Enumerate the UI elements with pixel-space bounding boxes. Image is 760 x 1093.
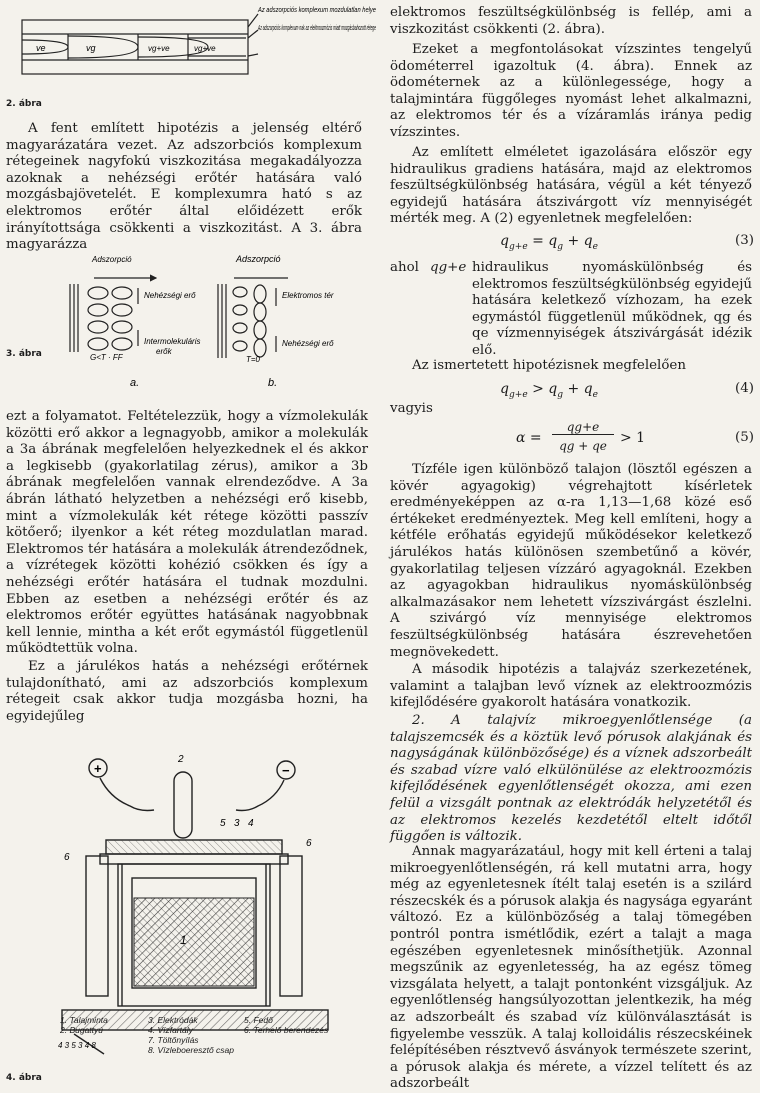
fig2-cell-2: vg — [86, 43, 96, 53]
fig2-cell-1: ve — [36, 43, 46, 53]
fig4-minus: − — [282, 763, 290, 778]
equation-3 — [380, 233, 758, 253]
equation-3-number: (3) — [735, 233, 754, 248]
fig4-legend-8: 6. Terhelő berendezés — [244, 1025, 329, 1035]
fig4-caption: 4. ábra — [6, 1073, 42, 1083]
fig3-b-electric: Elektromos tér — [282, 291, 334, 300]
left-paragraph-2: ezt a folyamatot. Feltételezzük, hogy a vízmolekulák közötti erő akkor a legnagyobb, amikor a molekulák a 3a ábrának megfelelően helyezkednek el és akkor a legkisebb (gyakorlatilag zérus), amikor a 3b ábrának megfelelően vannak elrendeződve. A 3a ábrán látható helyzetben a nehézségi erő kisebb, mint a vízmolekulák két rétege közötti passzív kötőerő; ilyenkor a két réteg mozdulatlan marad. Elektromos tér hatására a molekulák átrendeződnek, a vízrétegek közötti kohézió csökken és így a nehézségi erőtér hatására el tudnak mozdulni. Ebben az esetben a nehézségi erőtér és az elektromos erőtér együttes hatásának nagyobbnak kell lennie, mintha a két erőt egymástól függetlenül működtettük volna. — [6, 409, 368, 657]
fig3-a-cond: G<T · FF — [90, 353, 123, 362]
right-paragraph-1: Ezeket a megfontolásokat vízszintes tengelyű ödométerrel igazoltuk (4. ábra). Ennek az ödométernek az a különlegessége, hogy a talajmintára függőleges nyomást lehet alkalmazni, az elektromos tér és a vízáramlás iránya pedig vízszintes. — [390, 42, 752, 140]
fig4-plus: + — [94, 761, 102, 776]
fig4-legend-6: 8. Vízleboeresztő csap — [148, 1045, 234, 1055]
right-paragraph-5: A második hipotézis a talajváz szerkezetének, valamint a talajban levő víznek az elektroozmózis kifejlődésére gyakorolt hatására vonatkozik. — [390, 662, 752, 711]
figure-3 — [6, 248, 376, 393]
equation-5-numerator: qg+e — [552, 420, 614, 435]
equation-5 — [380, 420, 758, 460]
fig4-legend-1: 1. Talajminta — [60, 1015, 108, 1025]
fig3-a-gravity: Nehézségi erő — [144, 291, 196, 300]
fig2-cell-3: vg+ve — [148, 44, 170, 53]
right-paragraph-4: Tízféle igen különböző talajon (lösztől egészen a kövér agyagokig) végrehajtott kísérletek eredményeképpen az α-ra 1,13—1,68 közé eső értékeket eredményeztek. Meg kell említeni, hogy a kétféle erőhatás egyidejű működésekor keletkező járulékos hatás különösen szembetűnő a kövér, gyakorlatilag teljesen vízzáró agyagoknál. Ezekben az agyagokban hidraulikus nyomáskülönbség alkalmazásakor nem lehetett vízszivárgást észlelni. A szivárgó víz mennyisége elektromos feszültségkülönbség hatására észrevehetően megnövekedett. — [390, 462, 752, 660]
fig4-legend-5: 7. Töltőnyílás — [148, 1035, 199, 1045]
equation-5-number: (5) — [735, 430, 754, 445]
fig3-b-label: b. — [268, 377, 278, 389]
fig4-num-2: 2 — [178, 754, 184, 765]
fig4-num-1: 1 — [180, 933, 187, 947]
fig2-cell-5: vg+ve — [194, 44, 216, 53]
fig4-legend-4: 4. Vízfartály — [148, 1025, 193, 1035]
fig3-b-gravity: Nehézségi erő — [282, 339, 334, 348]
right-paragraph-0: elektromos feszültségkülönbség is fellép, ami a viszkozitást csökkenti (2. ábra). — [390, 5, 752, 37]
ahol-symbol: qg+e — [430, 260, 467, 275]
fig4-legend-7: 5. Fedő — [244, 1015, 273, 1025]
equation-5-lhs: α = — [516, 430, 542, 446]
equation-5-rhs: > 1 — [620, 430, 646, 446]
equation-4-number: (4) — [735, 381, 754, 396]
left-paragraph-3: Ez a járulékos hatás a nehézségi erőtérnek tulajdonítható, ami az adszorbciós komplexum rétegeit csak akkor tudja mozgásba hozni, ha egyidejűleg — [6, 659, 368, 724]
equation-4 — [380, 381, 758, 401]
fig4-num-6b: 6 — [306, 838, 312, 849]
fig4-num-6a: 6 — [64, 852, 70, 863]
fig2-label-1: Az adszorpciós komplexum mozdulatlan helye — [257, 7, 377, 14]
fig3-a-inter1: Intermolekuláris — [144, 337, 201, 346]
ahol-text: hidraulikus nyomáskülönbség és elektromos feszültségkülönbség egyidejű hatására keletkező vízhozam, ha ezek egymástól függetlenül működnek, qg és qe vízmennyiségek átszivárgását idézik elő. — [472, 260, 752, 358]
vagyis: vagyis — [390, 401, 433, 416]
right-paragraph-7: Annak magyarázatául, hogy mit kell érteni a talaj mikroegyenlőtlenségén, rá kell mutatni arra, hogy még az egyenletesnek ítélt talaj esetén is a szilárd részecskék és a pórusok alakja és nagysága egyaránt változó. Ez a különbözőség a talaj tömegében pontról pontra ismétlődik, ezért a talajt a maga egészében egyenletesnek minősíthetjük. Azonnal megszűnik az egyenletesség, ha az egész tömeg vizsgálata helyett, a talajt pontonként vizsgáljuk. Az egyenlőtlenség hangsúlyozottan jelentkezik, ha még az adszorbeált és szabad víz különválasztását is figyelembe vesszük. A talaj kolloidális részecskéinek felépítésében résztvevő ásványok természete szerint, a pórusok alakja és mérete, a vízzel telített és az adszorbeált — [390, 844, 752, 1092]
fig2-label-2: Az adszorpciós komplexum nak az elektroozmózis miatt mozgásbahozott rétege — [257, 25, 377, 32]
fig4-num-4: 4 — [248, 818, 254, 829]
fig2-caption: 2. ábra — [6, 99, 42, 109]
fig4-bottom-nums: 4 3 5 3 4 8 — [58, 1041, 96, 1050]
equation-3-formula: $q_{g+e} = q_g + q_e$ — [500, 233, 598, 252]
fig4-num-3: 3 — [234, 818, 240, 829]
fig3-caption: 3. ábra — [6, 349, 42, 359]
fig4-legend-3: 3. Elektródák — [148, 1015, 198, 1025]
fig3-a-top: Adszorpció — [92, 255, 132, 264]
fig4-legend-2: 2. Bugattyú — [60, 1025, 104, 1035]
fig3-b-cond: T=0 — [246, 355, 261, 364]
figure-2 — [8, 0, 382, 80]
fig3-b-top: Adszorpció — [236, 254, 281, 264]
fig3-a-label: a. — [130, 377, 140, 389]
right-paragraph-6: 2. A talajvíz mikroegyenlőtlensége (a talajszemcsék és a köztük levő pórusok alakjának és nagyságának különbözősége) és a víznek adszorbeált és szabad vízre való elkülönülése az elektroozmózis kifejlődésének egyenlőtlenségét okozza, ami ezen felül a vizsgált pontnak az elektródák helyzetétől és az elektromos kezelés kezdetétől eltelt időtől függően is változik. — [390, 713, 752, 845]
left-paragraph-1: A fent említett hipotézis a jelenség eltérő magyarázatára vezet. Az adszorbciós komplexum rétegeinek nagyfokú viszkozitása megakadályozza azoknak a nehézségi erőtér hatására való mozgásbajövetelét. E komplexumra ható s az elektromos erőtér által előidézett erők irányítottsága csökkenti a viszkozitást. A 3. ábra magyarázza — [6, 121, 362, 253]
equation-4-formula: $q_{g+e} > q_g + q_e$ — [500, 381, 598, 400]
right-paragraph-3: Az ismertetett hipotézisnek megfelelően — [412, 358, 686, 373]
fig3-a-inter2: erők — [156, 347, 172, 356]
ahol-lead: ahol — [390, 260, 419, 275]
fig4-num-5: 5 — [220, 818, 226, 829]
right-paragraph-2: Az említett elméletet igazolására először egy hidraulikus gradiens hatására, majd az elektromos feszültségkülönbség hatására, végül a két tényező egyidejű hatására átszivárgott víz mennyiségét mérték meg. A (2) egyenletnek megfelelően: — [390, 145, 752, 227]
fig4-legend — [60, 1016, 370, 1066]
equation-5-denominator: qg + qe — [559, 439, 607, 453]
